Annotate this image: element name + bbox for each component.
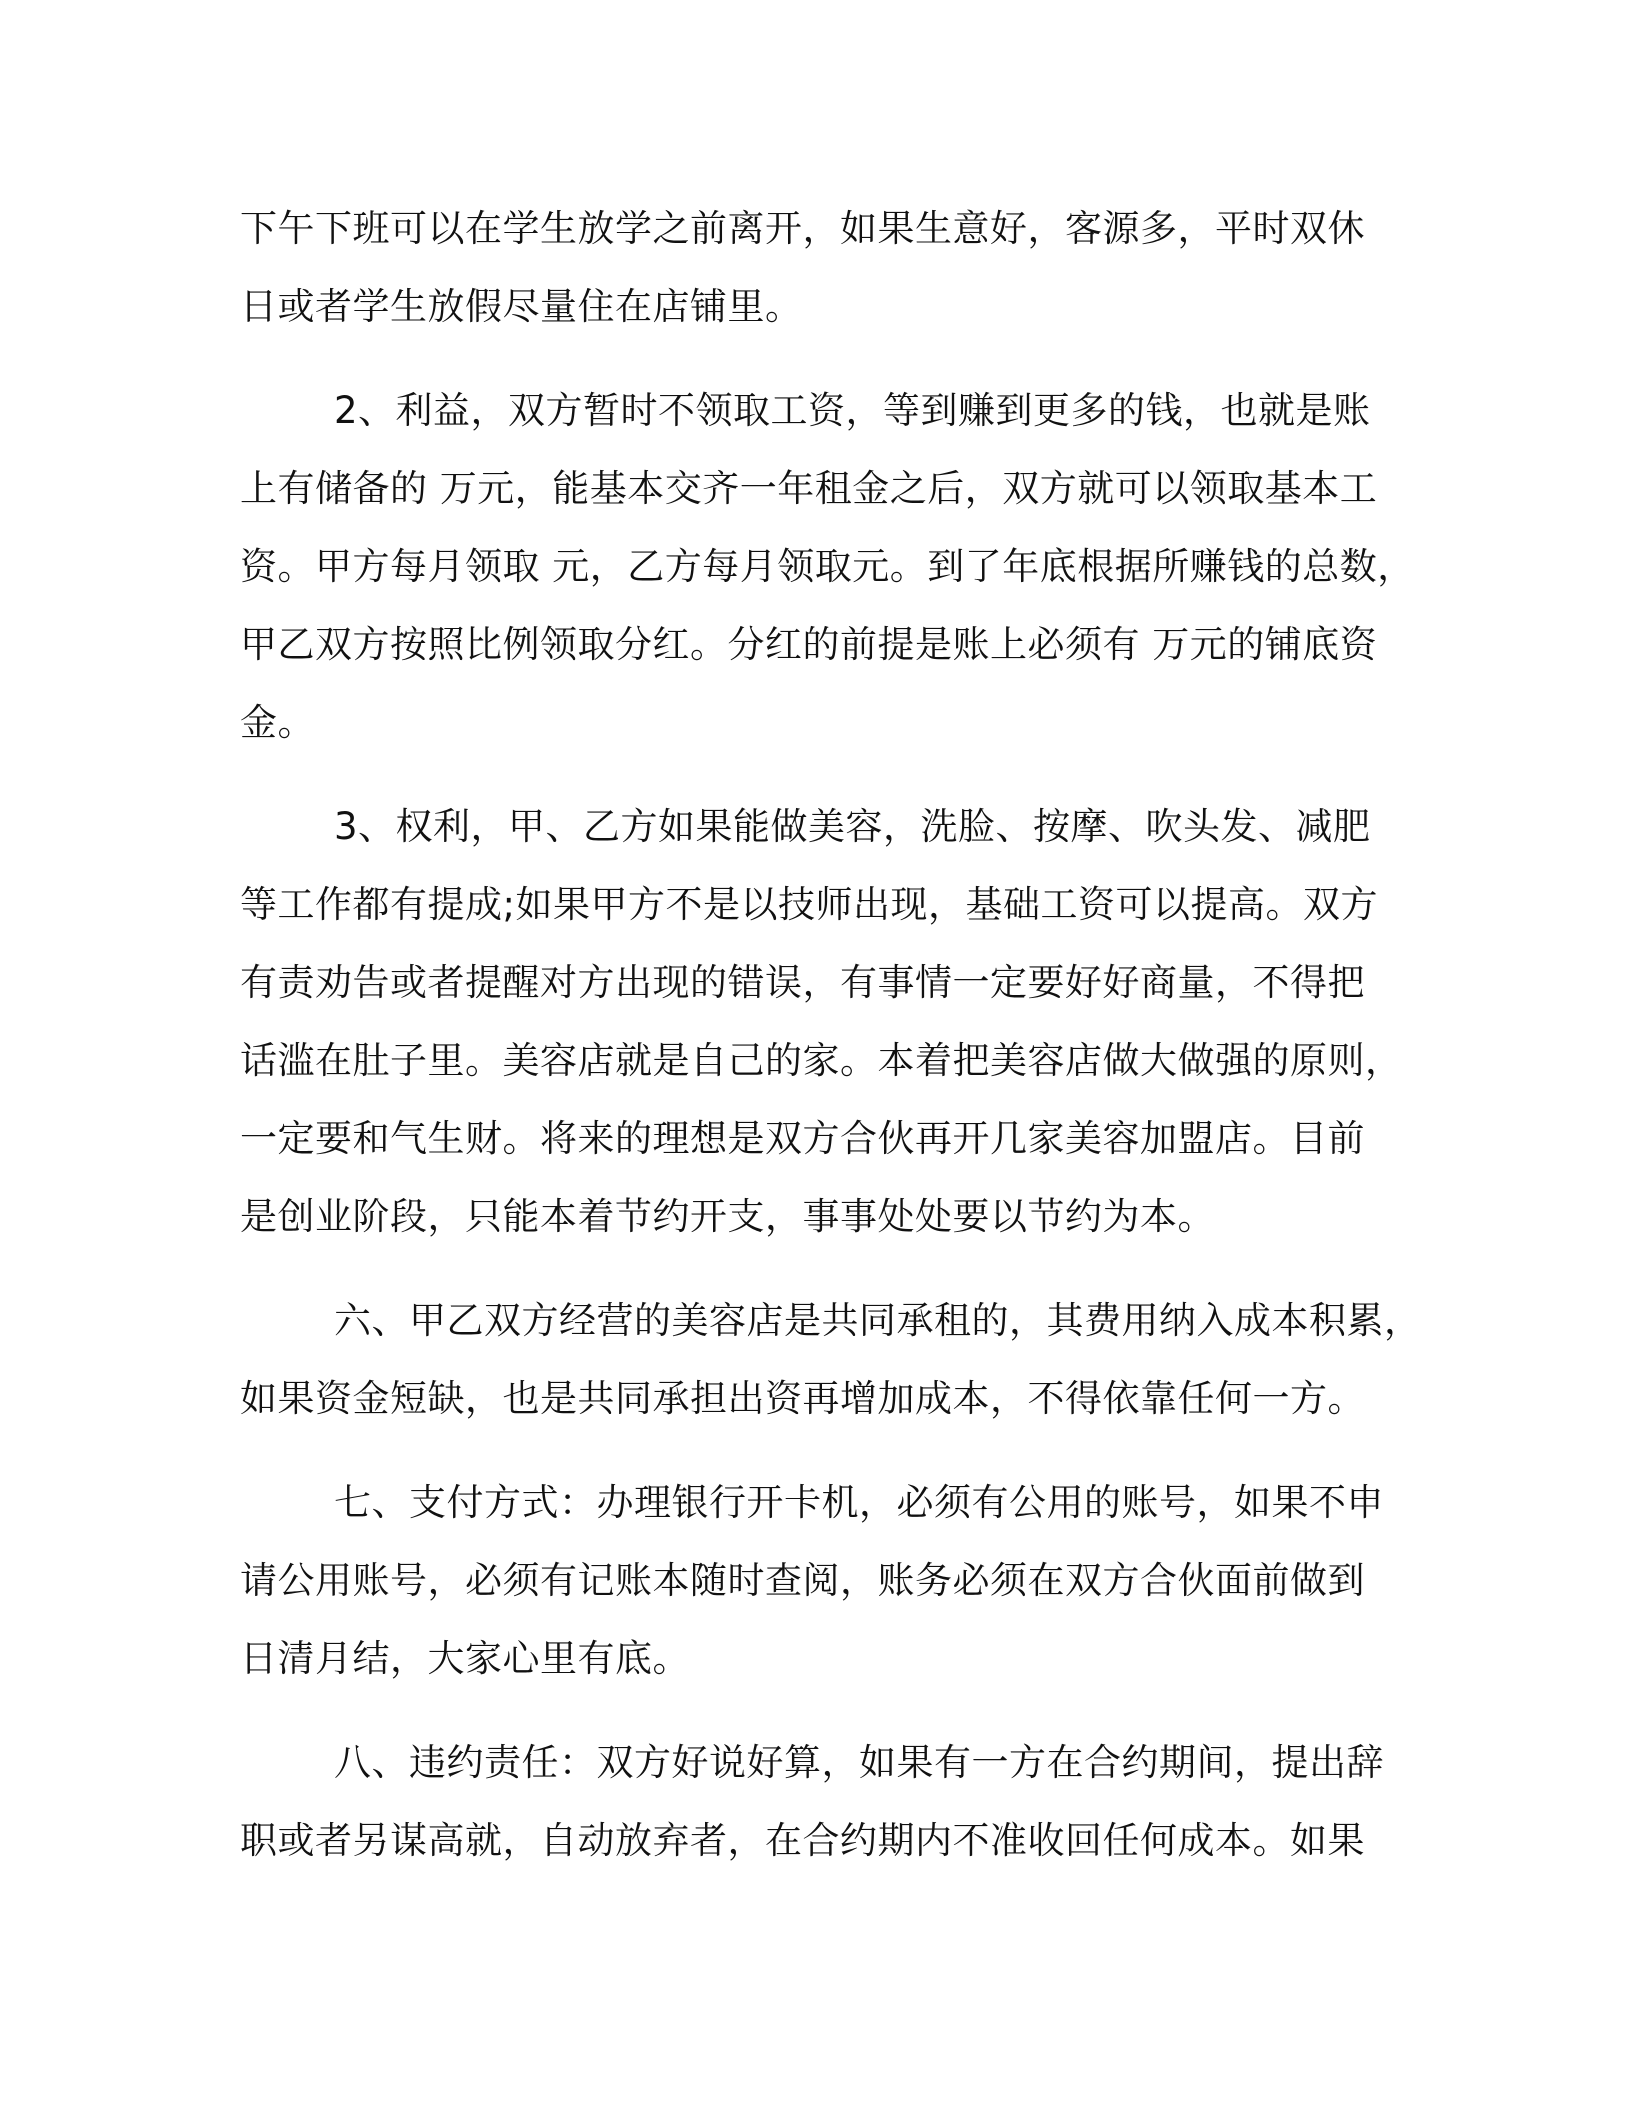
paragraph-line: 资。甲方每月领取 元，乙方每月领取元。到了年底根据所赚钱的总数， (240, 545, 1415, 588)
paragraph-line: 有责劝告或者提醒对方出现的错误，有事情一定要好好商量，不得把 (240, 961, 1365, 1004)
paragraph-work-hours (240, 190, 1440, 346)
paragraph-line: 上有储备的 万元，能基本交齐一年租金之后，双方就可以领取基本工 (240, 467, 1378, 510)
paragraph-clause-six (240, 1282, 1440, 1438)
document-body (240, 190, 1440, 1880)
paragraph-line: 六、甲乙双方经营的美容店是共同承租的，其费用纳入成本积累， (334, 1299, 1422, 1342)
paragraph-line: 金。 (240, 701, 315, 744)
paragraph-line: 等工作都有提成;如果甲方不是以技师出现，基础工资可以提高。双方 (240, 883, 1378, 926)
paragraph-line: 八、违约责任：双方好说好算，如果有一方在合约期间，提出辞 (334, 1741, 1384, 1784)
paragraph-line: 七、支付方式：办理银行开卡机，必须有公用的账号，如果不申 (334, 1481, 1384, 1524)
paragraph-gap (240, 1698, 1440, 1724)
paragraph-line: 3、权利，甲、乙方如果能做美容，洗脸、按摩、吹头发、减肥 (334, 805, 1371, 848)
paragraph-gap (240, 1438, 1440, 1464)
paragraph-clause-seven (240, 1464, 1440, 1698)
paragraph-line: 是创业阶段，只能本着节约开支，事事处处要以节约为本。 (240, 1195, 1215, 1238)
paragraph-line: 下午下班可以在学生放学之前离开，如果生意好，客源多，平时双休 (240, 207, 1365, 250)
paragraph-line: 日清月结，大家心里有底。 (240, 1637, 690, 1680)
paragraph-line: 如果资金短缺，也是共同承担出资再增加成本，不得依靠任何一方。 (240, 1377, 1365, 1420)
paragraph-line: 一定要和气生财。将来的理想是双方合伙再开几家美容加盟店。目前 (240, 1117, 1365, 1160)
paragraph-clause-eight (240, 1724, 1440, 1880)
paragraph-gap (240, 1256, 1440, 1282)
paragraph-line: 职或者另谋高就，自动放弃者，在合约期内不准收回任何成本。如果 (240, 1819, 1365, 1862)
paragraph-line: 甲乙双方按照比例领取分红。分红的前提是账上必须有 万元的铺底资 (240, 623, 1378, 666)
paragraph-rights (240, 788, 1440, 1256)
paragraph-gap (240, 346, 1440, 372)
paragraph-line: 日或者学生放假尽量住在店铺里。 (240, 285, 803, 328)
paragraph-interests (240, 372, 1440, 762)
paragraph-line: 话滥在肚子里。美容店就是自己的家。本着把美容店做大做强的原则， (240, 1039, 1403, 1082)
paragraph-line: 2、利益，双方暂时不领取工资，等到赚到更多的钱，也就是账 (334, 389, 1371, 432)
paragraph-gap (240, 762, 1440, 788)
paragraph-line: 请公用账号，必须有记账本随时查阅，账务必须在双方合伙面前做到 (240, 1559, 1365, 1602)
